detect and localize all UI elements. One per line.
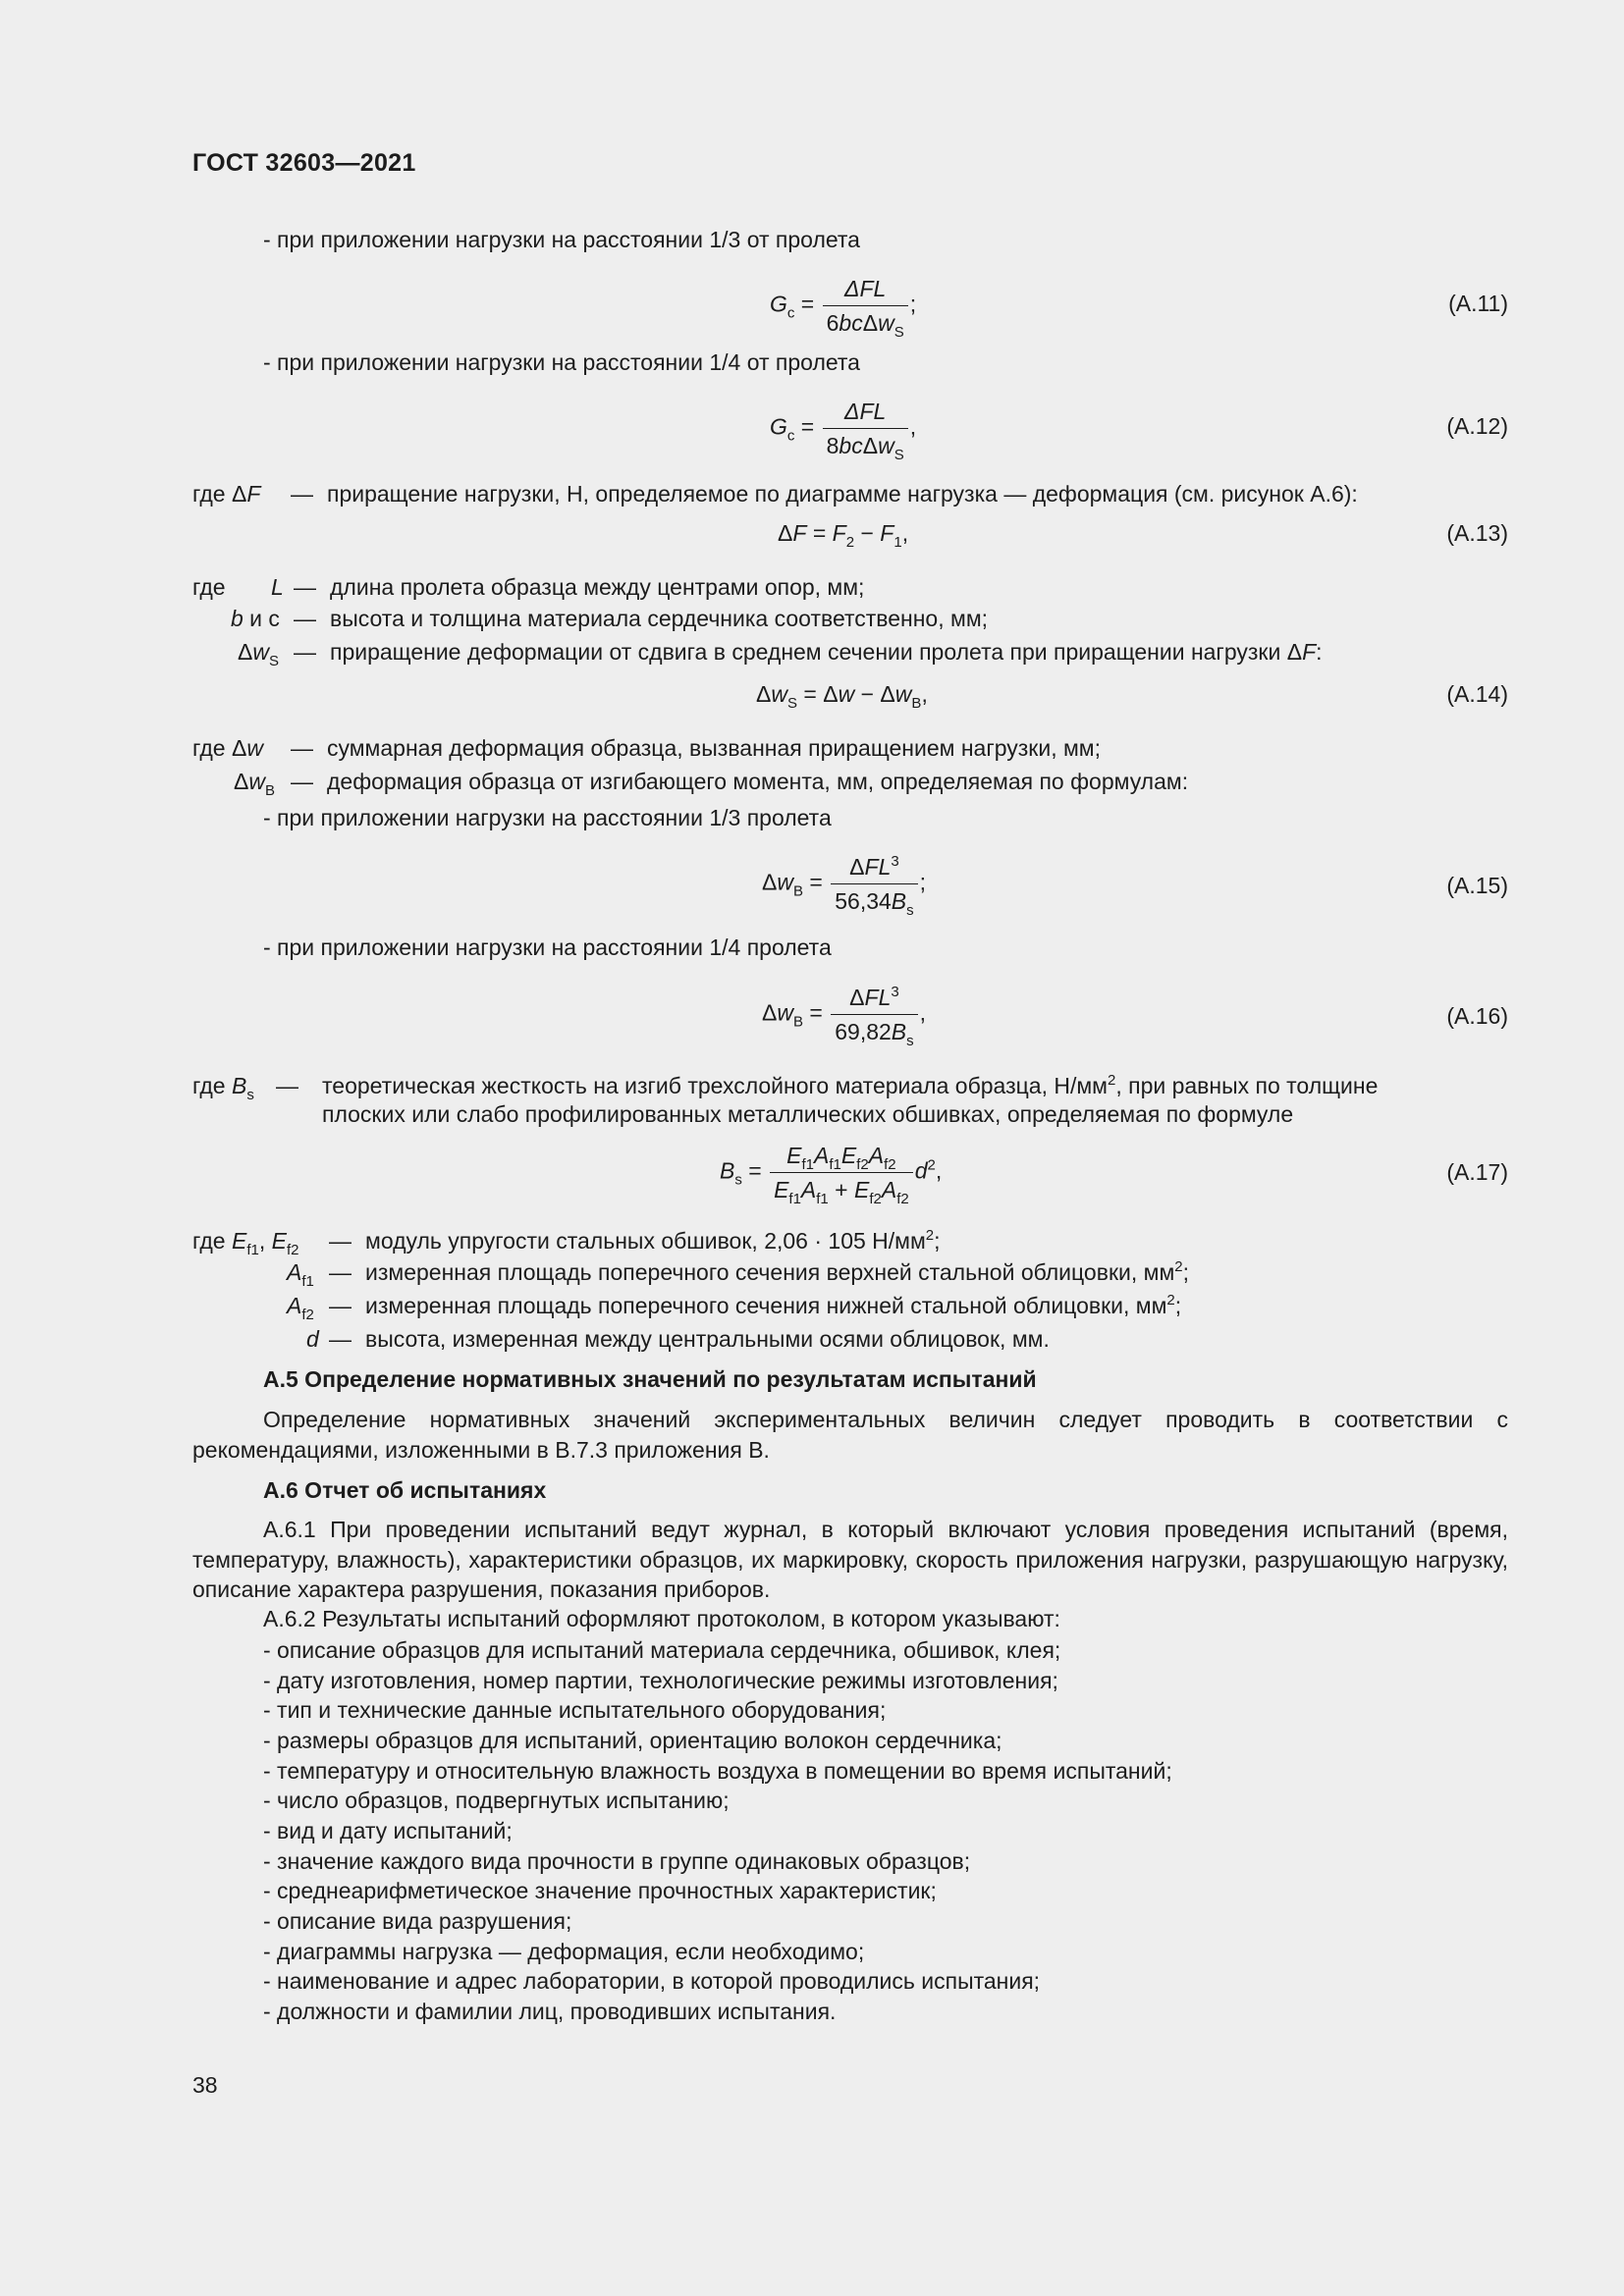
definition-dash: —	[294, 574, 316, 600]
text-line: - при приложении нагрузки на расстоянии 1/3 от пролета	[263, 227, 860, 252]
definition-symbol-dwb: $\Delta w_B$	[234, 769, 276, 799]
definition-text: приращение деформации от сдвига в среднем сечении пролета при приращении нагрузки ΔF:	[330, 639, 1323, 665]
list-item: - дату изготовления, номер партии, технологические режимы изготовления;	[263, 1667, 1058, 1693]
definition-dash: —	[294, 639, 316, 665]
definition-text: длина пролета образца между центрами опор, мм;	[330, 574, 865, 600]
list-item: - число образцов, подвергнутых испытанию;	[263, 1788, 730, 1814]
definition-text: приращение нагрузки, Н, определяемое по диаграмме нагрузка — деформация (см. рисунок А.6):	[327, 481, 1358, 507]
definition-text: деформация образца от изгибающего момента, мм, определяемая по формулам:	[327, 769, 1189, 794]
document-header: ГОСТ 32603—2021	[192, 149, 416, 177]
list-item: - диаграммы нагрузка — деформация, если необходимо;	[263, 1938, 865, 1964]
definition-text: измеренная площадь поперечного сечения нижней стальной облицовки, $мм^2$;	[365, 1292, 1182, 1318]
definition-symbol-af1: $A_{f1}$	[287, 1259, 314, 1290]
definition-dash: —	[291, 481, 313, 507]
report-list	[263, 1635, 1172, 2027]
definition-text-cont: плоских или слабо профилированных металлических обшивках, определяемая по формуле	[322, 1101, 1294, 1127]
equation-a14: $\Delta w_S = \Delta w - \Delta w_B$,	[756, 681, 928, 712]
list-item: - вид и дату испытаний;	[263, 1817, 513, 1843]
page-number: 38	[192, 2072, 218, 2098]
definition-symbol-d: d	[306, 1326, 319, 1352]
equation-a12: $G_c$ = $\frac{\text{ΔFL}}{8bc\Delta w_S}$ ,	[770, 395, 916, 462]
list-item: - температуру и относительную влажность воздуха в помещении во время испытаний;	[263, 1757, 1172, 1784]
equation-number: (А.17)	[1446, 1159, 1508, 1185]
equation-a13: $\Delta F = F_2 - F_1$,	[778, 520, 909, 551]
definition-symbol-af2: $A_{f2}$	[287, 1293, 314, 1323]
definition-dash: —	[291, 769, 313, 794]
text-line: - при приложении нагрузки на расстоянии 1/4 пролета	[263, 934, 832, 960]
definition-text: измеренная площадь поперечного сечения верхней стальной облицовки, $мм^2$;	[365, 1258, 1189, 1285]
definition-text: модуль упругости стальных обшивок, 2,06 · 105 $Н/мм^2$;	[365, 1227, 941, 1254]
list-item: - должности и фамилии лиц, проводивших испытания.	[263, 1998, 837, 2024]
definition-dash: —	[329, 1293, 352, 1318]
list-item: - тип и технические данные испытательного оборудования;	[263, 1697, 887, 1724]
section-heading-a5: А.5 Определение нормативных значений по результатам испытаний	[263, 1366, 1037, 1392]
definition-dash: —	[329, 1326, 352, 1352]
list-item: - значение каждого вида прочности в группе одинаковых образцов;	[263, 1847, 971, 1874]
equation-number: (А.15)	[1446, 873, 1508, 898]
paragraph-a5: Определение нормативных значений экспериментальных величин следует проводить в соответствии с рекомендациями, изложенными в В.7.3 приложения В.	[192, 1407, 1508, 1463]
definition-dash: —	[329, 1259, 352, 1285]
definition-symbol-e: где $E_{f1}$, $E_{f2}$	[192, 1228, 299, 1258]
section-heading-a6: А.6 Отчет об испытаниях	[263, 1477, 547, 1503]
definition-text: высота и толщина материала сердечника соответственно, мм;	[330, 606, 989, 631]
list-item: - размеры образцов для испытаний, ориентацию волокон сердечника;	[263, 1727, 1002, 1753]
definition-delta-f: где ΔF	[192, 481, 261, 507]
definition-dash: —	[291, 735, 313, 761]
definition-symbol-dws: $\Delta w_S$	[238, 639, 280, 669]
list-item: - среднеарифметическое значение прочностных характеристик;	[263, 1878, 937, 1904]
definition-text: суммарная деформация образца, вызванная приращением нагрузки, мм;	[327, 735, 1101, 761]
paragraph-a62: А.6.2 Результаты испытаний оформляют протоколом, в котором указывают:	[263, 1606, 1060, 1631]
equation-a17: $B_s$ = $\frac{E_{f1}A_{f1}E_{f2}A_{f2}}{E_{f1}A_{f1} + E_{f2}A_{f2}}$ $d^2$,	[720, 1139, 942, 1206]
definition-symbol-bc: b и с	[231, 606, 280, 631]
paragraph-a61: А.6.1 При проведении испытаний ведут журнал, в который включают условия проведения испытаний (время, температуру, влажность), характеристики образцов, их маркировку, скорость приложения нагрузки, разрушающую нагрузку, описание характера разрушения, показания приборов.	[192, 1517, 1508, 1603]
definition-delta-w: где Δw	[192, 735, 263, 761]
list-item: - описание образцов для испытаний материала сердечника, обшивок, клея;	[263, 1637, 1061, 1663]
definition-dash: —	[329, 1228, 352, 1254]
equation-number: (А.11)	[1448, 291, 1508, 316]
definition-text: высота, измеренная между центральными осями облицовок, мм.	[365, 1326, 1050, 1352]
equation-number: (А.14)	[1446, 681, 1508, 707]
definition-where: где	[192, 574, 226, 600]
equation-a16: $\Delta w_B$ = $\frac{\Delta FL^3}{69,82B_s}$ ,	[762, 981, 926, 1048]
equation-a15: $\Delta w_B$ = $\frac{\Delta FL^3}{56,34B_s}$ ;	[762, 850, 926, 918]
text-line: - при приложении нагрузки на расстоянии 1/4 от пролета	[263, 349, 860, 375]
equation-number: (А.13)	[1446, 520, 1508, 546]
definition-dash: —	[294, 606, 316, 631]
text-line: - при приложении нагрузки на расстоянии 1/3 пролета	[263, 805, 832, 830]
list-item: - наименование и адрес лаборатории, в которой проводились испытания;	[263, 1968, 1041, 1995]
definition-text: теоретическая жесткость на изгиб трехслойного материала образца, $Н/мм^2$, при равных по толщине	[322, 1072, 1379, 1098]
definition-symbol-bs: где $B_s$	[192, 1073, 254, 1103]
list-item: - описание вида разрушения;	[263, 1907, 572, 1934]
equation-a11: $G_c$ = $\frac{\text{ΔFL}}{6bc\Delta w_S}$ ;	[770, 272, 916, 340]
equation-number: (А.12)	[1446, 413, 1508, 439]
definition-symbol-l: L	[271, 574, 284, 600]
definition-dash: —	[276, 1073, 298, 1098]
equation-number: (А.16)	[1446, 1003, 1508, 1029]
